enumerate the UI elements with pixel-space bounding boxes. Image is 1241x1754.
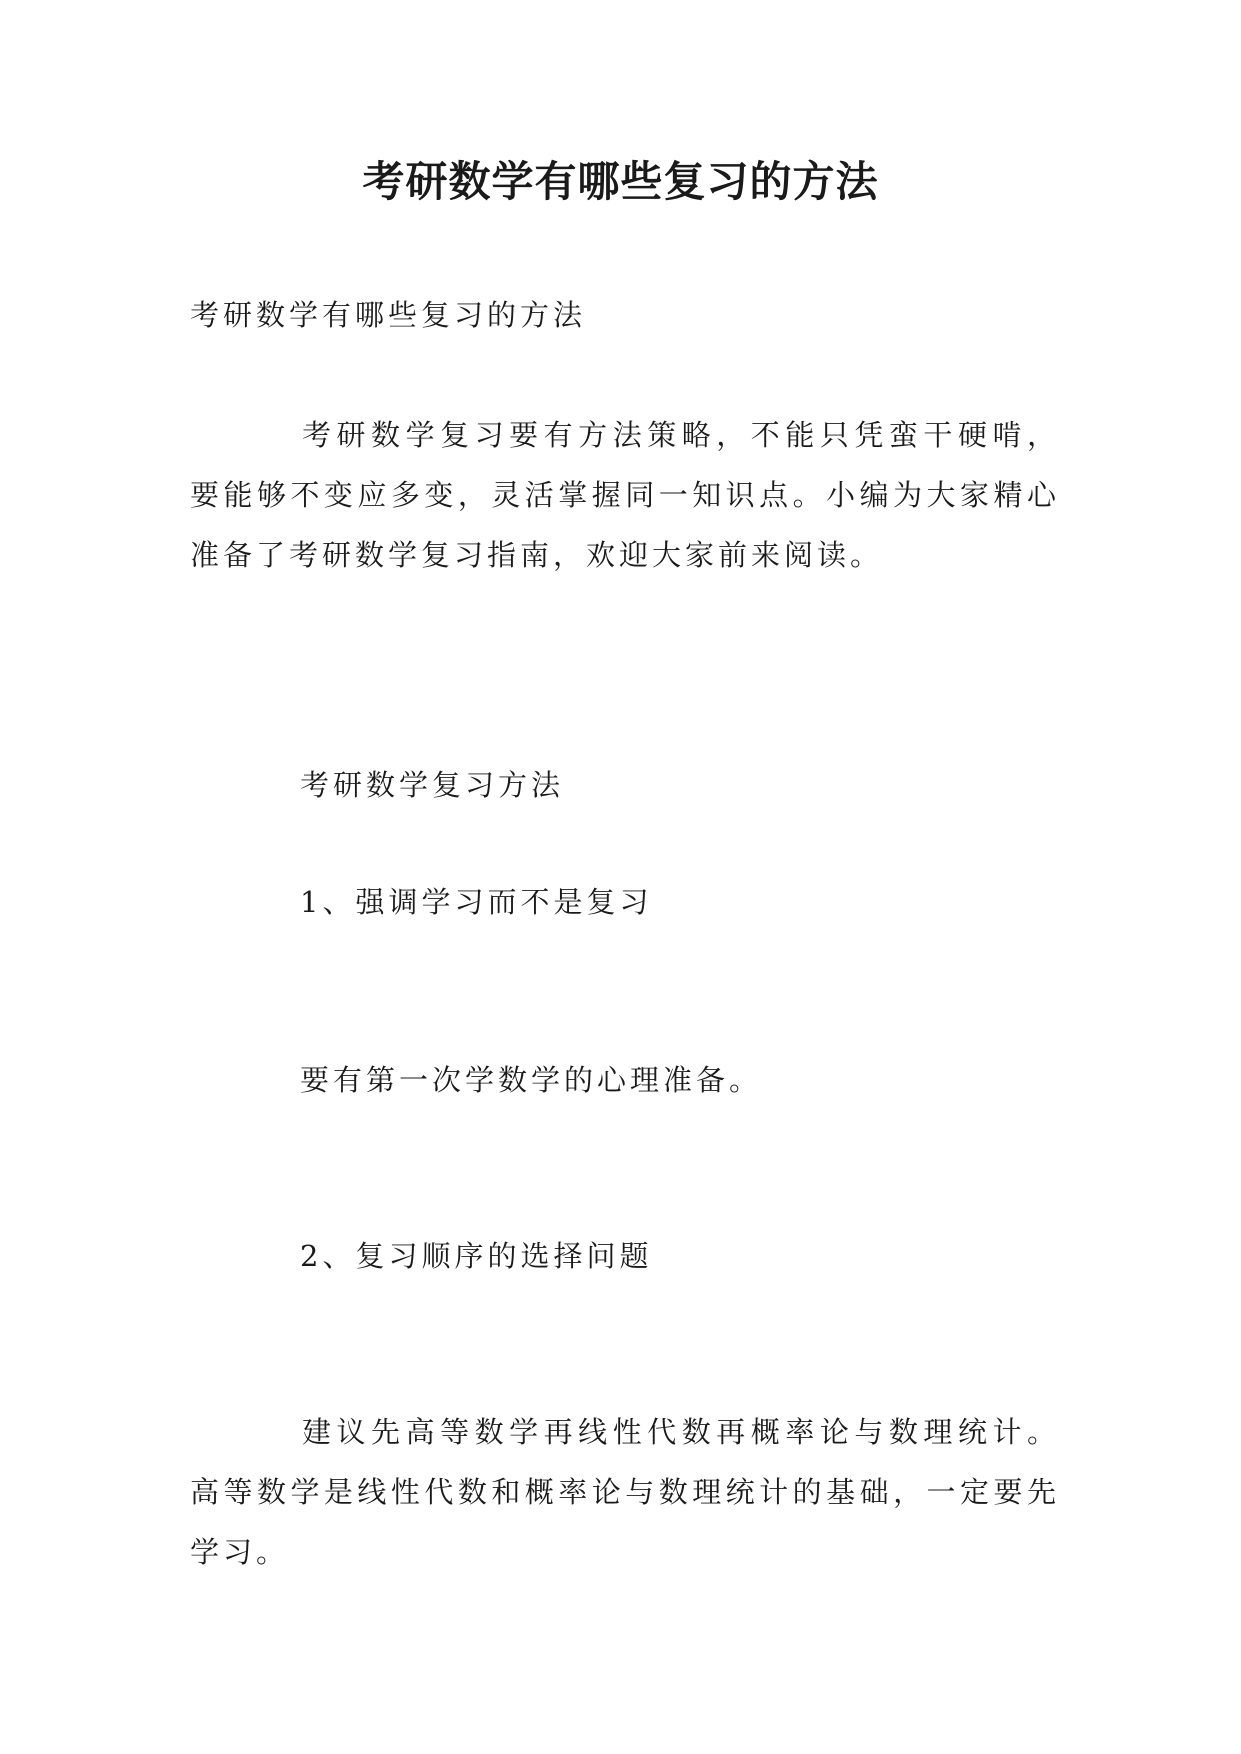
item2-body: 建议先高等数学再线性代数再概率论与数理统计。高等数学是线性代数和概率论与数理统计的基础，一定要先学习。 <box>190 1415 1060 1569</box>
intro-paragraph: 考研数学复习要有方法策略，不能只凭蛮干硬啃，要能够不变应多变，灵活掌握同一知识点。小编为大家精心准备了考研数学复习指南，欢迎大家前来阅读。 <box>190 418 1060 572</box>
document-subtitle: 考研数学有哪些复习的方法 <box>190 298 587 332</box>
item2-heading: 2、复习顺序的选择问题 <box>300 1239 653 1273</box>
section-heading: 考研数学复习方法 <box>300 768 565 802</box>
document-title: 考研数学有哪些复习的方法 <box>362 157 879 206</box>
item1-body: 要有第一次学数学的心理准备。 <box>300 1063 763 1097</box>
item1-heading: 1、强调学习而不是复习 <box>300 885 653 919</box>
